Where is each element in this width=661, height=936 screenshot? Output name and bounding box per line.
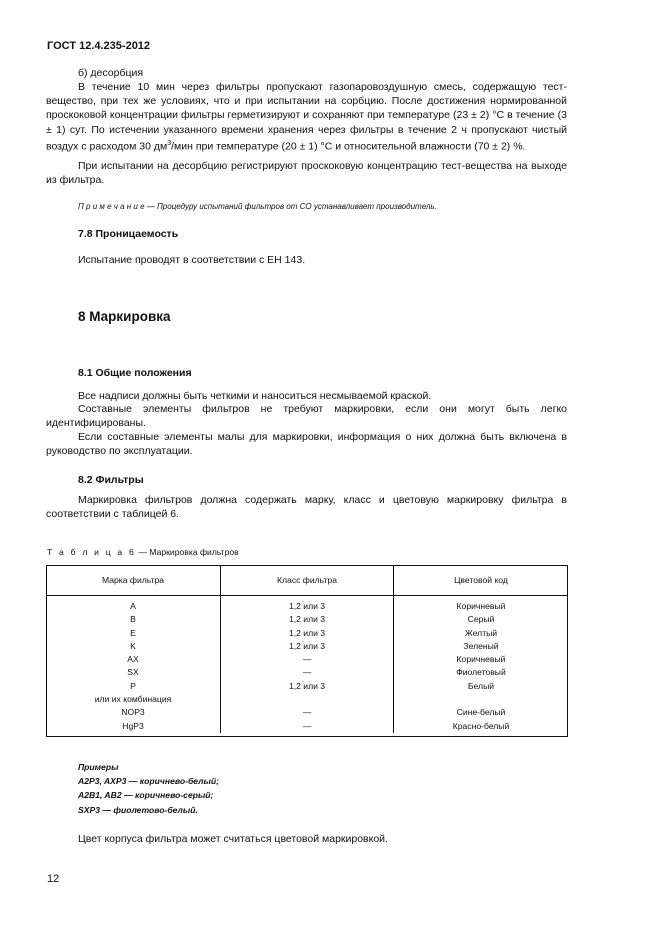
cell-class: —: [221, 653, 394, 666]
table-row: [46, 640, 568, 653]
cell-mark: AX: [127, 654, 139, 665]
cell-color: Коричневый: [456, 654, 506, 665]
cell-class: —: [221, 666, 394, 679]
table-row: [46, 613, 568, 626]
table-caption-label: Т а б л и ц а 6: [47, 547, 136, 557]
cell-mark: B: [130, 614, 136, 625]
table-row: [46, 693, 568, 706]
cell-color: Фиолетовый: [456, 667, 506, 678]
desorption-text: В течение 10 мин через фильтры пропускают газопаровоздушную смесь, содержащую тест-вещество, при тех же условиях, что и при испытании на сорбцию. После достижения нормированной проскоковой концентрации фильтры герметизируют и сохраняют при температуре (23 ± 2) °С в течение (3 ± 1) сут. По истечении указанного времени хранения через фильтры в течение 2 ч пропускают чистый воздух с расходом 30 дм: [46, 81, 567, 153]
table-caption-text: — Маркировка фильтров: [135, 547, 239, 557]
document-header: ГОСТ 12.4.235-2012: [47, 40, 151, 52]
cell-color: Серый: [467, 614, 495, 625]
cell-color: [394, 693, 569, 706]
note-label: П р и м е ч а н и е: [78, 202, 145, 211]
note-text: — Процедуру испытаний фильтров от СО устанавливает производитель.: [144, 202, 437, 211]
list-item-desorption: б) десорбция: [78, 67, 144, 79]
cell-mark: HgP3: [122, 720, 144, 731]
table-row: [46, 596, 568, 614]
table-row: [46, 706, 568, 719]
cell-mark: P: [130, 680, 136, 691]
column-header-class: Класс фильтра: [221, 565, 394, 596]
section-7-8-heading: 7.8 Проницаемость: [78, 228, 179, 240]
examples-title: Примеры: [78, 762, 119, 772]
cell-mark: SX: [127, 667, 139, 678]
cell-mark: A: [130, 601, 136, 611]
cell-mark: NOP3: [121, 707, 145, 718]
table-row: [46, 653, 568, 666]
unit-superscript: 3: [167, 139, 172, 147]
table-header-row: [46, 565, 568, 596]
column-header-mark: Марка фильтра: [46, 565, 221, 596]
note: [78, 202, 437, 211]
filter-marking-table: [46, 565, 568, 733]
closing-paragraph: Цвет корпуса фильтра может считаться цветовой маркировкой.: [78, 833, 388, 845]
desorption-text-tail: /мин при температуре (20 ± 1) °С и относительной влажности (70 ± 2) %.: [171, 140, 526, 153]
section-8-1-paragraph-3: Если составные элементы малы для маркировки, информация о них должна быть включена в руководство по эксплуатации.: [46, 431, 567, 458]
desorption-paragraph-2: При испытании на десорбцию регистрируют проскоковую концентрацию тест-вещества на выходе из фильтра.: [46, 160, 567, 187]
section-8-1-paragraph-2: Составные элементы фильтров не требуют маркировки, если они могут быть легко идентифицированы.: [46, 403, 567, 430]
cell-class: —: [221, 720, 394, 733]
cell-color: Желтый: [464, 627, 498, 638]
cell-class: [221, 693, 394, 706]
desorption-paragraph-1: [46, 80, 567, 154]
table-row: [46, 666, 568, 679]
cell-class: 1,2 или 3: [221, 640, 394, 653]
section-8-1-paragraph-1: Все надписи должны быть четкими и наноситься несмываемой краской.: [78, 390, 432, 402]
column-header-color: Цветовой код: [394, 565, 569, 596]
cell-color: Сине-белый: [456, 707, 506, 718]
example-line: A2B1, AB2 — коричнево-серый;: [78, 790, 214, 800]
section-8-1-heading: 8.1 Общие положения: [78, 367, 192, 379]
cell-mark: K: [130, 640, 136, 651]
cell-class: 1,2 или 3: [221, 596, 394, 614]
cell-color: Белый: [467, 680, 495, 691]
table-row: [46, 627, 568, 640]
section-8-2-heading: 8.2 Фильтры: [78, 474, 144, 486]
table-6-caption: [47, 547, 239, 557]
section-7-8-text: Испытание проводят в соответствии с ЕН 143.: [78, 254, 306, 266]
section-8-2-paragraph: Маркировка фильтров должна содержать марку, класс и цветовую маркировку фильтра в соответствии с таблицей 6.: [46, 494, 567, 521]
cell-class: 1,2 или 3: [221, 680, 394, 693]
cell-mark: E: [130, 627, 136, 638]
cell-color: Коричневый: [456, 601, 506, 611]
example-line: SXP3 — фиолетово-белый.: [78, 805, 198, 815]
cell-color: Зеленый: [463, 640, 499, 651]
cell-color: Красно-белый: [452, 720, 510, 731]
example-line: A2P3, AXP3 — коричнево-белый;: [78, 776, 219, 786]
page-number: 12: [47, 873, 60, 885]
cell-class: 1,2 или 3: [221, 613, 394, 626]
cell-class: 1,2 или 3: [221, 627, 394, 640]
section-8-heading: 8 Маркировка: [78, 309, 171, 324]
table-row: [46, 680, 568, 693]
cell-class: —: [221, 706, 394, 719]
cell-mark: или их комбинация: [94, 694, 172, 705]
table-row: [46, 720, 568, 733]
